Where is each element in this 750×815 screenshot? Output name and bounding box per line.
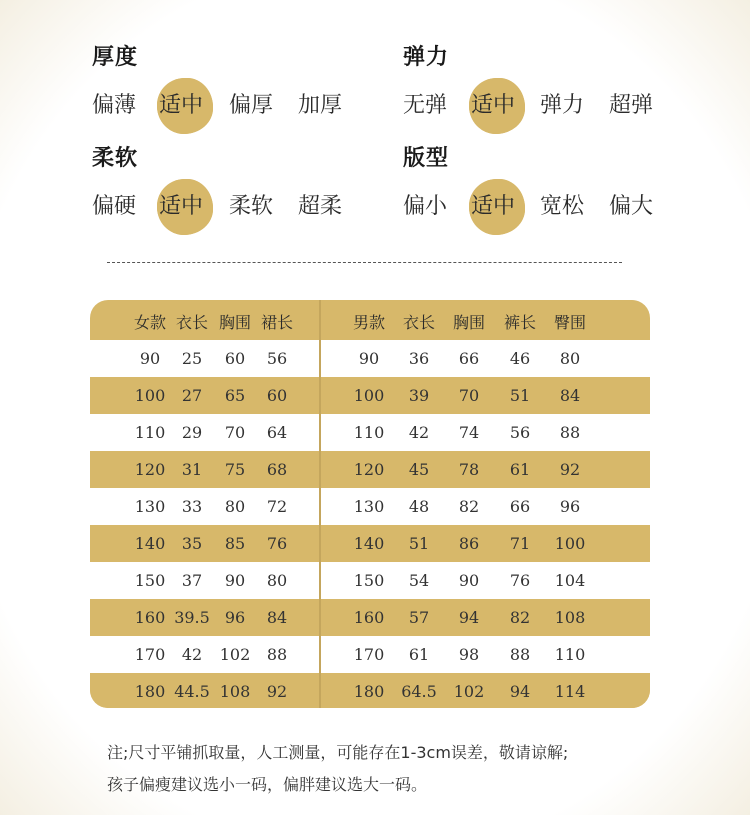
table-row [321,488,650,525]
option-pianhou[interactable]: 偏厚 [229,93,274,118]
column-header: 男款 [352,313,385,332]
table-cell: 180 [353,682,385,701]
table-cell: 35 [181,534,203,553]
table-cell: 102 [453,682,485,701]
table-cell: 114 [554,682,586,701]
table-row [321,599,650,636]
column-header: 裙长 [260,313,293,332]
attr-title: 版型 [403,146,450,171]
table-cell: 37 [181,571,203,590]
table-cell: 90 [139,349,161,368]
table-cell: 180 [134,682,166,701]
option-shizhong-selected[interactable]: 适中 [159,185,219,229]
table-cell: 39.5 [174,608,210,627]
table-cell: 82 [509,608,531,627]
table-cell: 60 [224,349,246,368]
table-row [321,451,650,488]
table-row [90,451,319,488]
table-cell: 104 [554,571,586,590]
table-cell: 74 [458,423,480,442]
column-header: 裤长 [503,313,536,332]
option-pianxiao[interactable]: 偏小 [403,194,448,219]
table-cell: 80 [559,349,581,368]
column-header: 女款 [133,313,166,332]
table-row [321,636,650,673]
table-cell: 29 [181,423,203,442]
table-cell: 110 [353,423,385,442]
women-size-table [90,300,319,708]
table-cell: 61 [509,460,531,479]
table-cell: 56 [509,423,531,442]
attr-elasticity [403,44,703,128]
table-cell: 88 [266,645,288,664]
table-row [90,340,319,377]
attr-title: 弹力 [403,45,450,70]
table-cell: 66 [458,349,480,368]
column-header: 胸围 [218,313,251,332]
option-chaodan[interactable]: 超弹 [609,93,654,118]
table-cell: 90 [224,571,246,590]
table-cell: 108 [219,682,251,701]
table-cell: 140 [134,534,166,553]
table-row [90,488,319,525]
table-cell: 80 [266,571,288,590]
table-cell: 96 [559,497,581,516]
table-cell: 84 [559,386,581,405]
table-cell: 120 [353,460,385,479]
option-piandai[interactable]: 偏大 [609,194,654,219]
table-cell: 82 [458,497,480,516]
column-header: 衣长 [175,313,208,332]
attr-options [403,84,703,128]
dashed-divider [107,262,622,263]
table-cell: 96 [224,608,246,627]
table-cell: 88 [509,645,531,664]
table-row [321,673,650,708]
table-cell: 76 [509,571,531,590]
table-row [90,525,319,562]
table-cell: 80 [224,497,246,516]
column-header: 臀围 [553,313,586,332]
column-header: 胸围 [452,313,485,332]
table-cell: 42 [408,423,430,442]
option-pianbao[interactable]: 偏薄 [92,93,137,118]
attr-title: 厚度 [92,45,139,70]
table-cell: 71 [509,534,531,553]
table-row [90,599,319,636]
option-shizhong-selected[interactable]: 适中 [471,185,531,229]
attr-fit [403,145,703,229]
table-cell: 78 [458,460,480,479]
table-row [321,340,650,377]
option-jiahou[interactable]: 加厚 [298,93,343,118]
table-cell: 33 [181,497,203,516]
table-cell: 56 [266,349,288,368]
table-row [90,673,319,708]
attr-options [92,84,392,128]
table-cell: 102 [219,645,251,664]
table-cell: 170 [353,645,385,664]
men-size-table [321,300,650,708]
option-shizhong-selected[interactable]: 适中 [159,84,219,128]
table-cell: 48 [408,497,430,516]
option-shizhong-selected[interactable]: 适中 [471,84,531,128]
table-cell: 39 [408,386,430,405]
table-cell: 75 [224,460,246,479]
table-cell: 44.5 [174,682,210,701]
option-chaorou[interactable]: 超柔 [298,194,343,219]
women-table-header [90,300,319,340]
table-cell: 120 [134,460,166,479]
table-cell: 65 [224,386,246,405]
table-row [321,562,650,599]
table-cell: 86 [458,534,480,553]
table-cell: 160 [353,608,385,627]
table-cell: 25 [181,349,203,368]
column-header: 衣长 [402,313,435,332]
attr-softness [92,145,392,229]
table-cell: 100 [134,386,166,405]
table-cell: 45 [408,460,430,479]
table-cell: 98 [458,645,480,664]
table-cell: 27 [181,386,203,405]
table-cell: 31 [181,460,203,479]
table-cell: 64.5 [401,682,437,701]
table-cell: 61 [408,645,430,664]
table-cell: 92 [559,460,581,479]
table-row [90,414,319,451]
table-row [90,562,319,599]
table-cell: 108 [554,608,586,627]
table-row [321,414,650,451]
option-kuansong[interactable]: 宽松 [540,194,585,219]
table-cell: 54 [408,571,430,590]
men-table-header [321,300,650,340]
attr-options [403,185,703,229]
table-cell: 130 [134,497,166,516]
table-cell: 36 [408,349,430,368]
table-cell: 70 [224,423,246,442]
table-cell: 130 [353,497,385,516]
note-line-2: 孩子偏瘦建议选小一码，偏胖建议选大一码。 [107,775,428,794]
table-cell: 160 [134,608,166,627]
size-table [90,300,650,708]
table-cell: 94 [458,608,480,627]
attr-title: 柔软 [92,146,139,171]
table-row [90,636,319,673]
table-cell: 46 [509,349,531,368]
option-pianying[interactable]: 偏硬 [92,194,137,219]
table-cell: 150 [134,571,166,590]
table-cell: 92 [266,682,288,701]
table-cell: 51 [509,386,531,405]
table-cell: 100 [353,386,385,405]
table-cell: 100 [554,534,586,553]
option-danli[interactable]: 弹力 [540,93,585,118]
table-cell: 110 [554,645,586,664]
attr-thickness [92,44,392,128]
table-cell: 84 [266,608,288,627]
table-cell: 140 [353,534,385,553]
table-cell: 66 [509,497,531,516]
table-cell: 57 [408,608,430,627]
option-wudan[interactable]: 无弹 [403,93,448,118]
table-cell: 68 [266,460,288,479]
table-cell: 76 [266,534,288,553]
table-cell: 90 [358,349,380,368]
table-row [90,377,319,414]
table-row [321,525,650,562]
table-cell: 110 [134,423,166,442]
table-cell: 94 [509,682,531,701]
table-row [321,377,650,414]
table-cell: 72 [266,497,288,516]
table-cell: 51 [408,534,430,553]
table-cell: 88 [559,423,581,442]
table-cell: 90 [458,571,480,590]
table-cell: 70 [458,386,480,405]
table-cell: 85 [224,534,246,553]
attr-options [92,185,392,229]
note-line-1: 注;尺寸平铺抓取量，人工测量，可能存在1-3cm误差，敬请谅解; [107,743,569,762]
option-rouruan[interactable]: 柔软 [229,194,274,219]
table-cell: 64 [266,423,288,442]
table-cell: 150 [353,571,385,590]
table-cell: 60 [266,386,288,405]
table-cell: 42 [181,645,203,664]
table-cell: 170 [134,645,166,664]
